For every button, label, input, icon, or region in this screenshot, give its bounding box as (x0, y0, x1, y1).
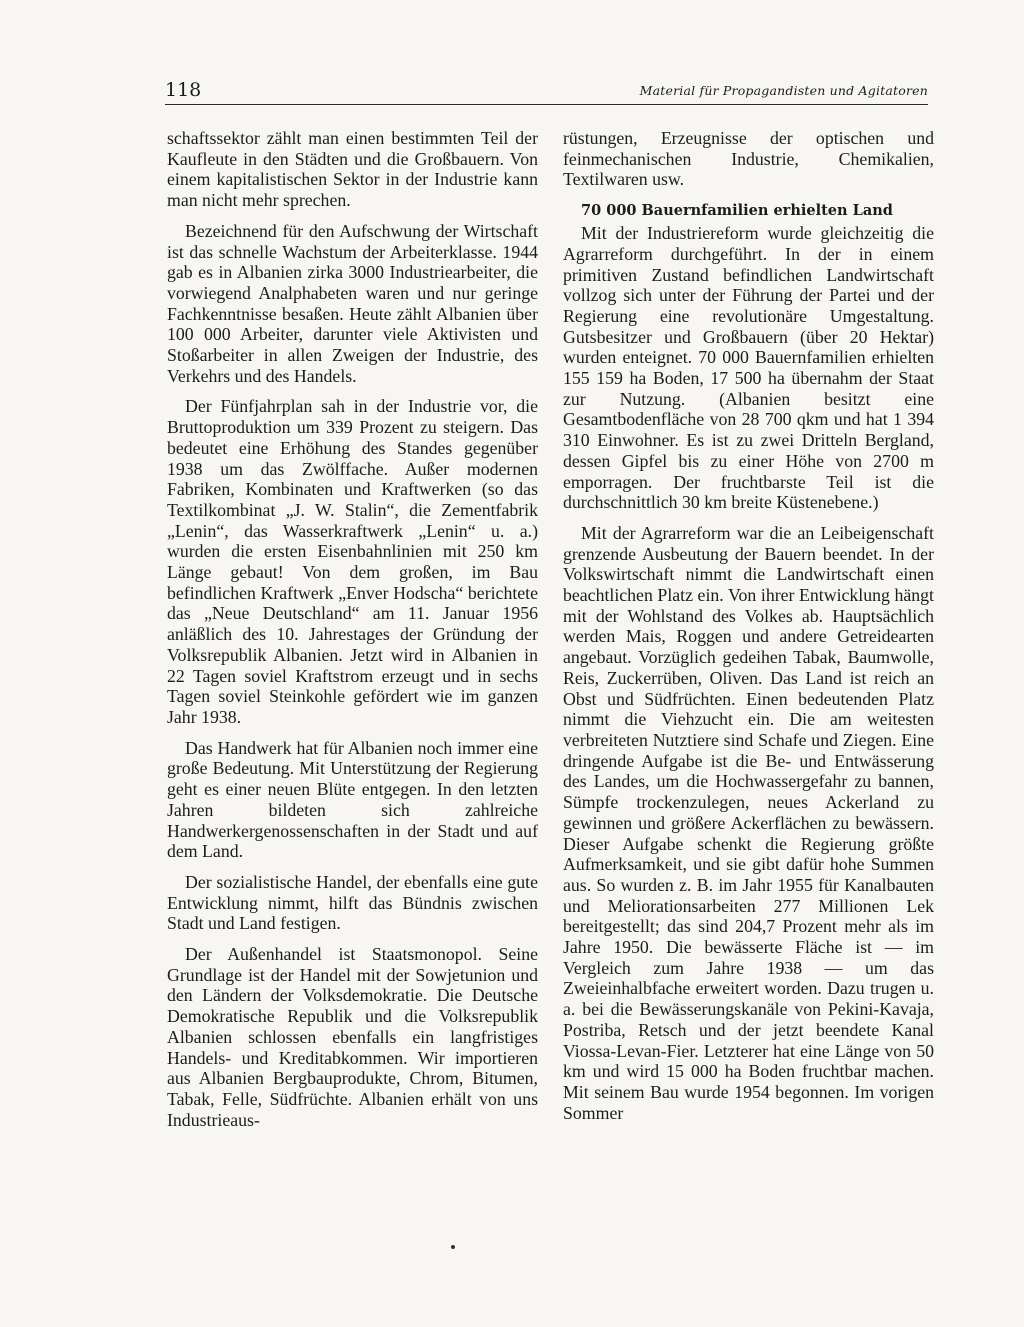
paragraph-working-class: Bezeichnend für den Aufschwung der Wirtschaft ist das schnelle Wachstum der Arbeiterklasse. 1944 gab es in Albanien zirka 3000 Industriearbeiter, die vorwiegend Analphabeten waren und nur geringe Fachkenntnisse besaßen. Heute zählt Albanien über 100 000 Arbeiter, darunter viele Aktivisten und Stoßarbeiter in allen Zweigen der Industrie, des Verkehrs und des Handels. (167, 220, 538, 386)
page-header (165, 76, 928, 105)
paragraph-agriculture: Mit der Agrarreform war die an Leibeigenschaft grenzende Ausbeutung der Bauern beendet. In der Volkswirtschaft nimmt die Landwirtschaft einen beachtlichen Platz ein. Von ihrer Entwicklung hängt mit der Wohlstand des Volkes ab. Hauptsächlich werden Mais, Roggen und andere Getreidearten angebaut. Vorzüglich gedeihen Tabak, Baumwolle, Reis, Zuckerrüben, Oliven. Das Land ist reich an Obst und Südfrüchten. Einen bedeutenden Platz nimmt die Viehzucht ein. Die am weitesten verbreiteten Nutztiere sind Schafe und Ziegen. Eine dringende Aufgabe ist die Be- und Entwässerung des Landes, um die Hochwassergefahr zu bannen, Sümpfe trockenzulegen, neues Ackerland zu gewinnen und größere Ackerflächen zu bewässern. Dieser Aufgabe schenkt die Regierung größte Aufmerksamkeit, und sie gibt dafür hohe Summen aus. So wurden z. B. im Jahr 1955 für Kanalbauten und Meliorationsarbeiten 277 Millionen Lek bereitgestellt; das sind 204,7 Prozent mehr als im Jahre 1950. Die bewässerte Fläche ist — im Vergleich zum Jahre 1938 — um das Zweieinhalbfache erweitert worden. Dazu trugen u. a. bei die Bewässerungskanäle von Pekini-Kavaja, Postriba, Retsch und der jetzt beendete Kanal Viossa-Levan-Fier. Letzterer hat eine Länge von 50 km und wird 15 000 ha Boden fruchtbar machen. Mit seinem Bau wurde 1954 begonnen. Im vorigen Sommer (563, 522, 934, 1123)
paragraph-five-year-plan: Der Fünfjahrplan sah in der Industrie vor, die Bruttoproduktion um 339 Prozent zu steigern. Das bedeutet eine Erhöhung des Standes gegenüber 1938 um das Zwölffache. Außer modernen Fabriken, Kombinaten und Kraftwerken (so das Textilkombinat „J. W. Stalin“, die Zementfabrik „Lenin“, das Wasserkraftwerk „Lenin“ u. a.) wurden die ersten Eisenbahnlinien mit 250 km Länge gebaut! Von dem großen, im Bau befindlichen Kraftwerk „Enver Hodscha“ berichtete das „Neue Deutschland“ am 11. Januar 1956 anläßlich des 10. Jahrestages der Gründung der Volksrepublik Albanien. Jetzt wird in Albanien in 22 Tagen soviel Kraftstrom erzeugt und in sechs Tagen soviel Steinkohle gefördert wie im ganzen Jahr 1938. (167, 396, 538, 727)
print-mark (451, 1245, 455, 1249)
paragraph-trade: Der sozialistische Handel, der ebenfalls eine gute Entwicklung nimmt, hilft das Bündnis zwischen Stadt und Land festigen. (167, 871, 538, 934)
paragraph-agrarian-reform: Mit der Industriereform wurde gleichzeitig die Agrarreform durchgeführt. In der in einem primitiven Zustand befindlichen Landwirtschaft vollzog sich unter der Führung der Partei und der Regierung eine revolutionäre Umgestaltung. Gutsbesitzer und Großbauern (über 20 Hektar) wurden enteignet. 70 000 Bauernfamilien erhielten 155 159 ha Boden, 17 500 ha übernahm der Staat zur Nutzung. (Albanien besitzt eine Gesamtbodenfläche von 28 700 qkm und hat 1 394 310 Einwohner. Es ist zu zwei Dritteln Bergland, dessen Gipfel bis zu einer Höhe von 2700 m emporragen. Der fruchtbarste Teil ist die durchschnittlich 30 km breite Küstenebene.) (563, 223, 934, 513)
right-column (563, 128, 934, 1123)
running-title: Material für Propagandisten und Agitatoren (639, 83, 928, 98)
paragraph-continuation: schaftssektor zählt man einen bestimmten Teil der Kaufleute in den Städten und die Großbauern. Von einem kapitalistischen Sektor in der Industrie kann man nicht mehr sprechen. (167, 128, 538, 211)
section-heading: 70 000 Bauernfamilien erhielten Land (581, 202, 893, 220)
paragraph-foreign-trade: Der Außenhandel ist Staatsmonopol. Seine Grundlage ist der Handel mit der Sowjetunion und den Ländern der Volksdemokratie. Die Deutsche Demokratische Republik und die Volksrepublik Albanien schlossen ebenfalls ein langfristiges Handels- und Kreditabkommen. Wir importieren aus Albanien Bergbauprodukte, Chrom, Bitumen, Tabak, Felle, Südfrüchte. Albanien erhält von uns Industrieaus- (167, 944, 538, 1130)
paragraph-continuation-right: rüstungen, Erzeugnisse der optischen und feinmechanischen Industrie, Chemikalien, Textilwaren usw. (563, 128, 934, 190)
page-number: 118 (165, 79, 202, 101)
left-column (167, 128, 538, 1130)
paragraph-handicraft: Das Handwerk hat für Albanien noch immer eine große Bedeutung. Mit Unterstützung der Regierung geht es einer neuen Blüte entgegen. In den letzten Jahren bildeten sich zahlreiche Handwerkergenossenschaften in der Stadt und auf dem Land. (167, 737, 538, 862)
